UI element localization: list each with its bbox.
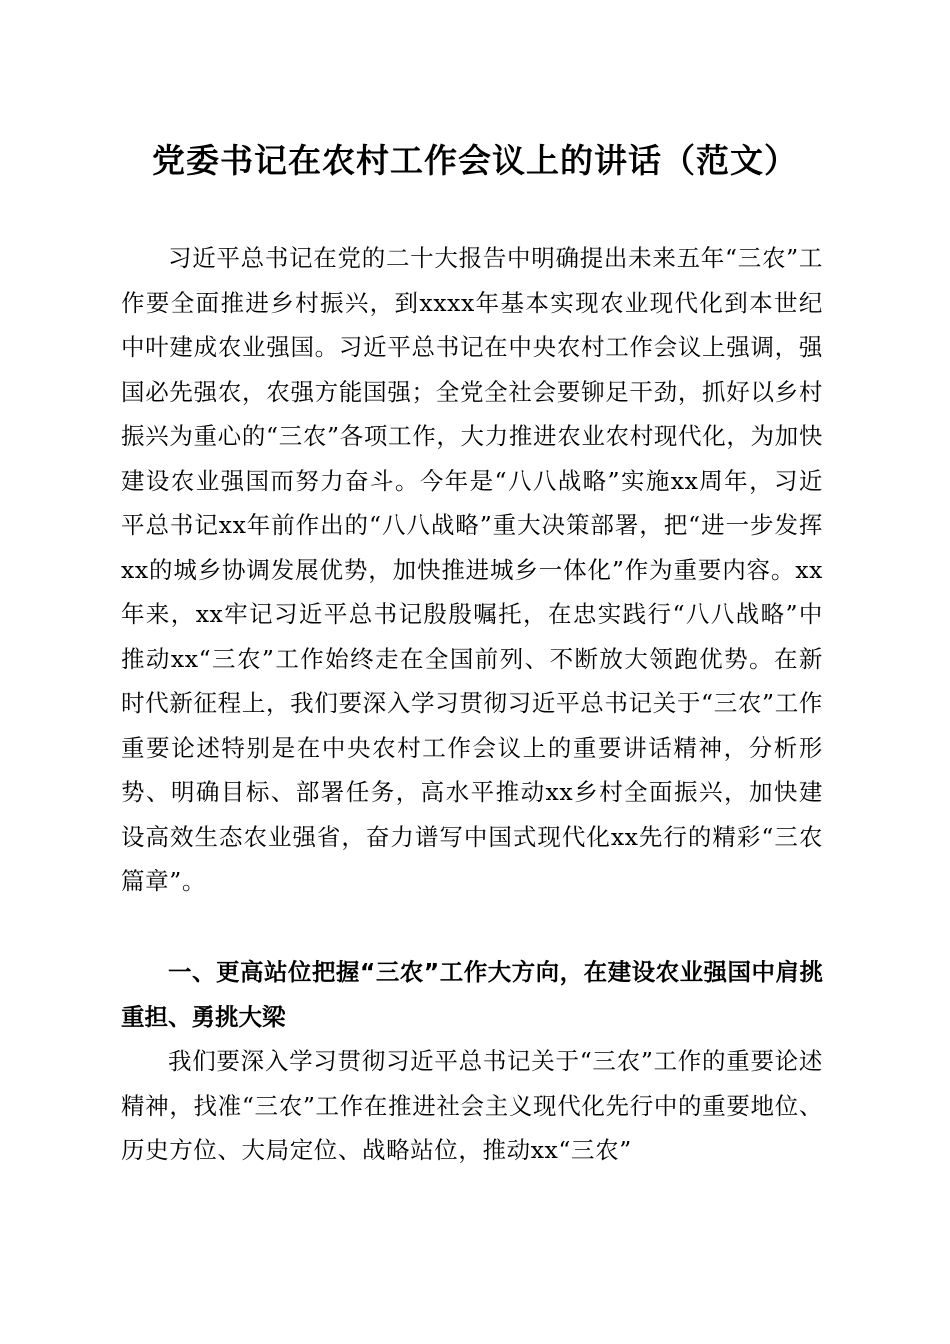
document-title: 党委书记在农村工作会议上的讲话（范文） [152, 141, 798, 180]
body-paragraph-intro: 习近平总书记在党的二十大报告中明确提出未来五年“三农”工作要全面推进乡村振兴，到xxxx年基本实现农业现代化到本世纪中叶建成农业强国。习近平总书记在中央农村工作会议上强调，强国必先强农，农强方能国强；全党全社会要铆足干劲，抓好以乡村振兴为重心的“三农”各项工作，大力推进农业农村现代化，为加快建设农业强国而努力奋斗。今年是“八八战略”实施xx周年，习近平总书记xx年前作出的“八八战略”重大决策部署，把“进一步发挥xx的城乡协调发展优势，加快推进城乡一体化”作为重要内容。xx年来，xx牢记习近平总书记殷殷嘱托，在忠实践行“八八战略”中推动xx“三农”工作始终走在全国前列、不断放大领跑优势。在新时代新征程上，我们要深入学习贯彻习近平总书记关于“三农”工作重要论述特别是在中央农村工作会议上的重要讲话精神，分析形势、明确目标、部署任务，高水平推动xx乡村全面振兴，加快建设高效生态农业强省，奋力谱写中国式现代化xx先行的精彩“三农篇章”。 [121, 244, 823, 895]
body-paragraph-section-1: 我们要深入学习贯彻习近平总书记关于“三农”工作的重要论述精神，找准“三农”工作在推进社会主义现代化先行中的重要地位、历史方位、大局定位、战略站位，推动xx“三农” [121, 1047, 823, 1164]
section-heading-1: 一、更高站位把握“三农”工作大方向，在建设农业强国中肩挑重担、勇挑大梁 [121, 958, 823, 1031]
